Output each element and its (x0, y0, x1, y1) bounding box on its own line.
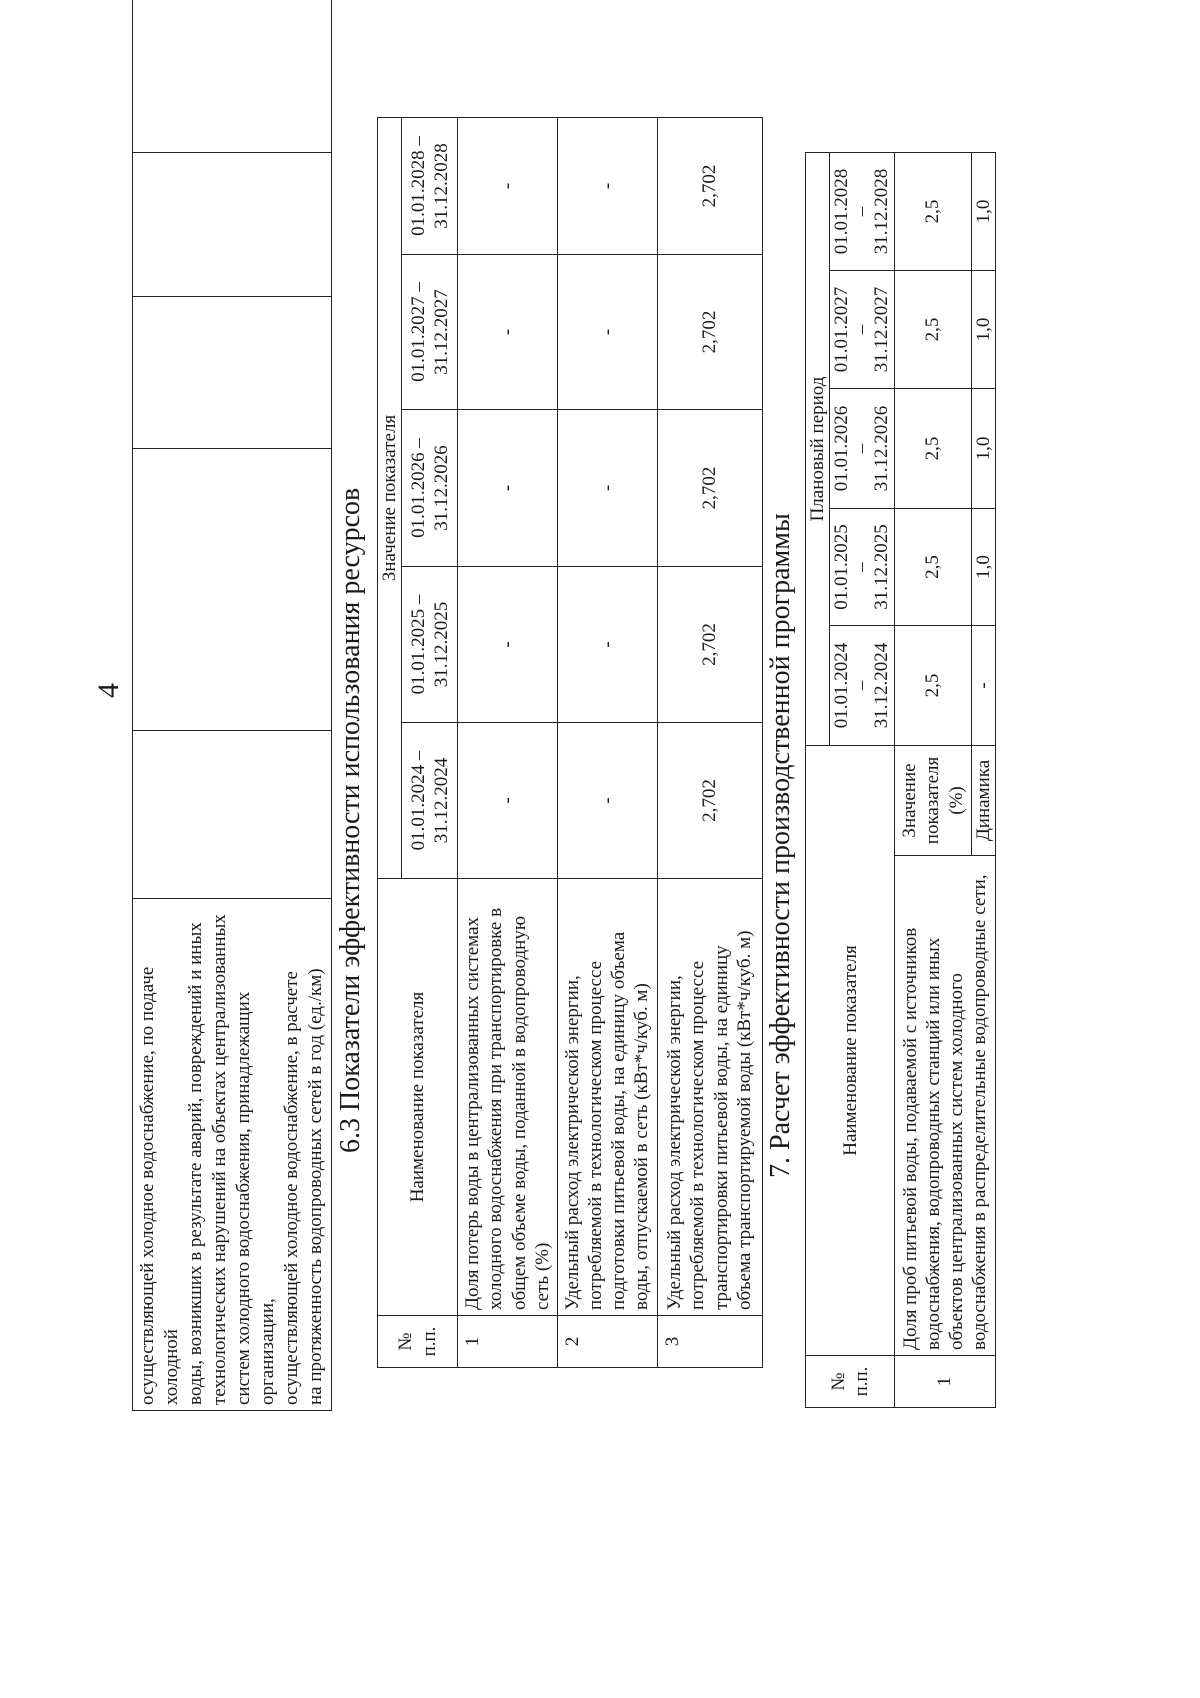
row-value: 2,5 (895, 508, 972, 625)
program-efficiency-table (805, 152, 996, 1408)
top-table-text (133, 899, 332, 1411)
row-value: 2,702 (657, 567, 762, 723)
table-row (557, 117, 657, 1367)
top-text-line: осуществляющей холодное водоснабжение, в расчете (280, 971, 302, 1405)
top-table-empty-cell (133, 731, 332, 899)
row-num: 3 (657, 1316, 762, 1368)
top-table-empty-cell (133, 297, 332, 449)
row-name: Удельный расход электрической энергии, потребляемой в технологическом процессе подготовки питьевой воды, на единицу объема воды, отпускаемой в сеть (кВт*ч/куб. м) (557, 879, 657, 1316)
row-value: - (458, 255, 558, 410)
col-header-name: Наименование показателя (806, 745, 895, 1355)
row-value: - (458, 117, 558, 254)
table-row (657, 117, 762, 1367)
col-header-values-group: Значение показателя (378, 117, 402, 878)
row-value: 2,5 (895, 625, 972, 745)
row-value: - (458, 723, 558, 879)
table-row (895, 152, 972, 1407)
row-value: - (458, 410, 558, 567)
col-header-period: 01.01.2027 – 31.12.2027 (830, 270, 895, 388)
col-header-num: № п.п. (378, 1316, 458, 1368)
row-dynamics: 1,0 (971, 508, 995, 625)
top-text-line: технологических нарушений на объектах централизованных (208, 914, 230, 1405)
top-table-empty-cell (133, 0, 332, 153)
row-value: - (557, 567, 657, 723)
row-num: 2 (557, 1316, 657, 1368)
top-table-empty-cell (133, 153, 332, 297)
page-number: 4 (92, 683, 125, 698)
top-text-line: систем холодного водоснабжения, принадлежащих организации, (232, 991, 278, 1405)
col-header-period: 01.01.2025 – 31.12.2025 (830, 508, 895, 625)
table-row (458, 117, 558, 1367)
col-header-period: 01.01.2024 – 31.12.2024 (402, 723, 458, 879)
top-text-line: воды, возникших в результате аварий, повреждений и иных (184, 922, 206, 1405)
row-value: 2,702 (657, 723, 762, 879)
row-dynamics: 1,0 (971, 270, 995, 388)
top-text-line: осуществляющей холодное водоснабжение, по подаче холодной (137, 966, 182, 1405)
row-name: Доля проб питьевой воды, подаваемой с источников водоснабжения, водопроводных станций или иных объектов централизованных систем холодного водоснабжения в распределительные водопроводные сети, (895, 856, 996, 1356)
row-sub-label-value: Значение показателя (%) (895, 745, 972, 855)
col-header-num: № п.п. (806, 1356, 895, 1408)
row-value: 2,5 (895, 152, 972, 270)
col-header-period: 01.01.2027 – 31.12.2027 (402, 255, 458, 410)
col-header-period: 01.01.2028 – 31.12.2028 (830, 152, 895, 270)
section-6-3-title: 6.3 Показатели эффективности использования ресурсов (335, 487, 366, 1153)
col-header-plan-group: Плановый период (806, 152, 830, 745)
col-header-period: 01.01.2028 – 31.12.2028 (402, 117, 458, 254)
row-value: 2,702 (657, 255, 762, 410)
row-name: Удельный расход электрической энергии, потребляемой в технологическом процессе транспортировки питьевой воды, на единицу объема транспортируемой воды (кВт*ч/куб. м) (657, 879, 762, 1316)
row-dynamics: - (971, 625, 995, 745)
col-header-period: 01.01.2025 – 31.12.2025 (402, 567, 458, 723)
row-dynamics: 1,0 (971, 152, 995, 270)
row-value: - (557, 410, 657, 567)
row-dynamics: 1,0 (971, 388, 995, 508)
row-sub-label-dynamics: Динамика (971, 745, 995, 855)
col-header-period: 01.01.2026 – 31.12.2026 (830, 388, 895, 508)
row-num: 1 (458, 1316, 558, 1368)
top-text-line: на протяженность водопроводных сетей в год (ед./км) (304, 968, 326, 1405)
row-value: - (557, 255, 657, 410)
row-value: 2,5 (895, 388, 972, 508)
row-name: Доля потерь воды в централизованных системах холодного водоснабжения при транспортировке в общем объеме воды, поданной в водопроводную сеть (%) (458, 879, 558, 1316)
row-value: - (557, 723, 657, 879)
col-header-name: Наименование показателя (378, 879, 458, 1316)
top-table (132, 0, 332, 1411)
row-num: 1 (895, 1356, 996, 1408)
top-table-empty-cell (133, 449, 332, 731)
row-value: 2,702 (657, 117, 762, 254)
col-header-period: 01.01.2026 – 31.12.2026 (402, 410, 458, 567)
resource-efficiency-table (377, 117, 763, 1368)
row-value: - (458, 567, 558, 723)
section-7-title: 7. Расчет эффективности производственной программы (765, 513, 796, 1178)
row-value: 2,5 (895, 270, 972, 388)
col-header-period: 01.01.2024 – 31.12.2024 (830, 625, 895, 745)
row-value: 2,702 (657, 410, 762, 567)
row-value: - (557, 117, 657, 254)
